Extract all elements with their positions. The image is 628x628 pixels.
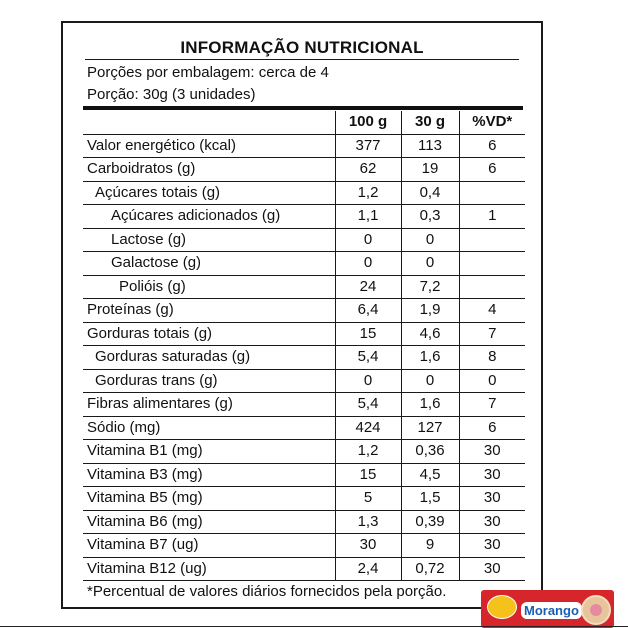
value-daily-value: 1 [459, 205, 525, 229]
table-row [83, 181, 525, 205]
value-per-100g: 24 [335, 275, 401, 299]
value-per-100g: 6,4 [335, 299, 401, 323]
value-per-30g: 7,2 [401, 275, 459, 299]
nutrient-name: Açúcares totais (g) [83, 181, 335, 205]
value-daily-value: 8 [459, 346, 525, 370]
table-row [83, 393, 525, 417]
value-daily-value: 7 [459, 393, 525, 417]
value-daily-value: 0 [459, 369, 525, 393]
table-row [83, 463, 525, 487]
nutrient-name: Lactose (g) [83, 228, 335, 252]
nutrient-name: Gorduras totais (g) [83, 322, 335, 346]
value-per-30g: 1,5 [401, 487, 459, 511]
value-per-100g: 0 [335, 252, 401, 276]
table-row [83, 557, 525, 581]
table-row [83, 322, 525, 346]
value-per-100g: 5,4 [335, 346, 401, 370]
table-row [83, 275, 525, 299]
value-daily-value [459, 228, 525, 252]
value-per-100g: 0 [335, 369, 401, 393]
table-row [83, 299, 525, 323]
bottom-border [0, 626, 628, 627]
table-row [83, 228, 525, 252]
nutrition-facts-label [61, 21, 543, 609]
value-per-30g: 127 [401, 416, 459, 440]
value-per-30g: 19 [401, 158, 459, 182]
value-per-100g: 2,4 [335, 557, 401, 581]
table-row [83, 534, 525, 558]
value-per-100g: 15 [335, 322, 401, 346]
header-daily-value: %VD* [459, 111, 525, 134]
table-row [83, 416, 525, 440]
nutrient-name: Açúcares adicionados (g) [83, 205, 335, 229]
header-nutrient [83, 111, 335, 134]
value-per-100g: 5,4 [335, 393, 401, 417]
value-per-100g: 1,2 [335, 440, 401, 464]
value-per-100g: 1,1 [335, 205, 401, 229]
table-row [83, 346, 525, 370]
header-per-100g: 100 g [335, 111, 401, 134]
nutrient-name: Gorduras saturadas (g) [83, 346, 335, 370]
table-row [83, 158, 525, 182]
value-per-30g: 1,9 [401, 299, 459, 323]
value-per-100g: 1,3 [335, 510, 401, 534]
value-daily-value: 30 [459, 487, 525, 511]
value-per-30g: 4,5 [401, 463, 459, 487]
servings-per-package: Porções por embalagem: cerca de 4 [87, 64, 329, 81]
product-package-image [481, 590, 614, 628]
value-per-100g: 377 [335, 134, 401, 158]
value-daily-value: 4 [459, 299, 525, 323]
value-daily-value: 30 [459, 463, 525, 487]
nutrient-name: Galactose (g) [83, 252, 335, 276]
value-per-100g: 5 [335, 487, 401, 511]
nutrient-name: Vitamina B7 (ug) [83, 534, 335, 558]
value-per-30g: 113 [401, 134, 459, 158]
footnote: *Percentual de valores diários fornecidos pela porção. [87, 583, 447, 600]
value-per-100g: 62 [335, 158, 401, 182]
value-per-30g: 4,6 [401, 322, 459, 346]
table-row [83, 134, 525, 158]
nutrient-name: Proteínas (g) [83, 299, 335, 323]
value-daily-value: 30 [459, 534, 525, 558]
brand-logo [487, 595, 517, 619]
nutrient-name: Carboidratos (g) [83, 158, 335, 182]
nutrient-name: Vitamina B6 (mg) [83, 510, 335, 534]
value-per-30g: 1,6 [401, 346, 459, 370]
header-per-30g: 30 g [401, 111, 459, 134]
value-daily-value: 6 [459, 134, 525, 158]
value-daily-value [459, 252, 525, 276]
value-daily-value: 6 [459, 416, 525, 440]
label-title: INFORMAÇÃO NUTRICIONAL [180, 38, 424, 57]
value-daily-value: 7 [459, 322, 525, 346]
value-per-30g: 0,3 [401, 205, 459, 229]
value-daily-value: 30 [459, 557, 525, 581]
value-per-30g: 9 [401, 534, 459, 558]
nutrient-name: Vitamina B12 (ug) [83, 557, 335, 581]
nutrient-name: Vitamina B5 (mg) [83, 487, 335, 511]
nutrient-name: Fibras alimentares (g) [83, 393, 335, 417]
value-per-30g: 0 [401, 252, 459, 276]
value-per-100g: 424 [335, 416, 401, 440]
thick-divider [83, 106, 523, 110]
value-per-30g: 0,36 [401, 440, 459, 464]
value-per-100g: 0 [335, 228, 401, 252]
table-header-row [83, 111, 525, 134]
nutrient-name: Vitamina B3 (mg) [83, 463, 335, 487]
value-daily-value: 30 [459, 510, 525, 534]
value-per-30g: 0,72 [401, 557, 459, 581]
nutrient-name: Gorduras trans (g) [83, 369, 335, 393]
value-per-100g: 15 [335, 463, 401, 487]
value-per-100g: 1,2 [335, 181, 401, 205]
nutrient-name: Sódio (mg) [83, 416, 335, 440]
table-row [83, 252, 525, 276]
value-per-30g: 0 [401, 228, 459, 252]
value-daily-value [459, 275, 525, 299]
value-per-30g: 0,39 [401, 510, 459, 534]
value-daily-value: 6 [459, 158, 525, 182]
product-name: Morango [521, 602, 582, 619]
table-row [83, 440, 525, 464]
value-per-100g: 30 [335, 534, 401, 558]
nutrient-name: Vitamina B1 (mg) [83, 440, 335, 464]
value-per-30g: 1,6 [401, 393, 459, 417]
table-row [83, 369, 525, 393]
value-per-30g: 0,4 [401, 181, 459, 205]
serving-size: Porção: 30g (3 unidades) [87, 86, 256, 103]
table-row [83, 487, 525, 511]
nutrient-name: Polióis (g) [83, 275, 335, 299]
cookie-image [581, 595, 611, 625]
value-per-30g: 0 [401, 369, 459, 393]
nutrient-name: Valor energético (kcal) [83, 134, 335, 158]
value-daily-value: 30 [459, 440, 525, 464]
table-row [83, 510, 525, 534]
value-daily-value [459, 181, 525, 205]
nutrition-table [83, 111, 525, 581]
title-divider [85, 59, 519, 60]
table-row [83, 205, 525, 229]
